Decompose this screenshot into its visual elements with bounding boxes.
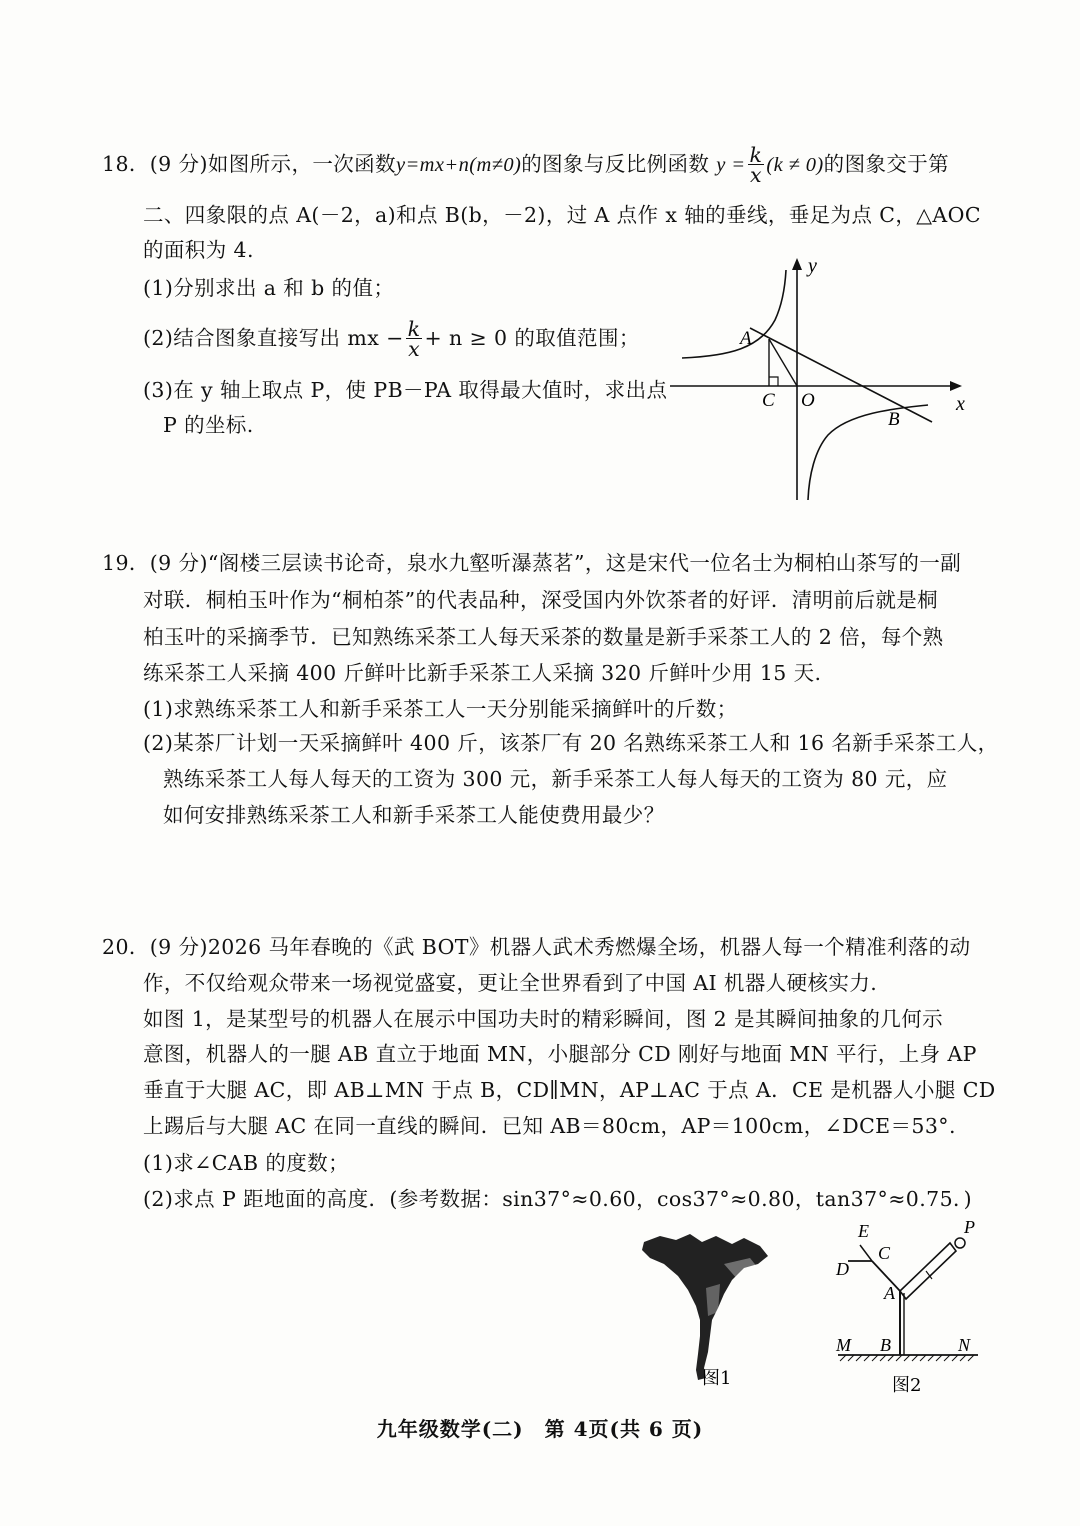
- q18-line3: 的面积为 4.: [143, 238, 254, 262]
- q18-stem-f: 的图象交于第: [823, 152, 950, 176]
- q18-line1: [102, 143, 950, 187]
- label-O: O: [801, 390, 815, 411]
- q18-sub2-fraction: [406, 317, 423, 361]
- q18-linear-fn: y=mx+n(m≠0): [395, 154, 522, 176]
- fig2-label-B: B: [880, 1335, 891, 1355]
- q18-sub1: (1)分别求出 a 和 b 的值；: [143, 276, 395, 300]
- robot-torso-detail: [706, 1284, 720, 1316]
- figure2-diagram: [830, 1215, 990, 1400]
- q19-sub2-l1: (2)某茶厂计划一天采摘鲜叶 400 斤，该茶厂有 20 名熟练采茶工人和 16 名新手采茶工人，: [143, 731, 999, 755]
- fig2-label-P: P: [964, 1217, 975, 1237]
- fig2-caption: 图2: [892, 1375, 922, 1396]
- segment-CE: [860, 1245, 872, 1261]
- q20-line5: 垂直于大腿 AC，即 AB⊥MN 于点 B，CD∥MN，AP⊥AC 于点 A．CE 是机器人小腿 CD: [143, 1078, 996, 1102]
- fig2-label-A: A: [884, 1283, 895, 1303]
- q18-fraction: [748, 143, 765, 187]
- upper-body-AP: [900, 1243, 956, 1299]
- q18-graph: [670, 250, 980, 505]
- q20-sub2: (2)求点 P 距地面的高度．(参考数据：sin37°≈0.60，cos37°≈0.80，tan37°≈0.75．): [143, 1187, 973, 1211]
- hyperbola-branch-upper: [682, 270, 786, 358]
- label-y: y: [808, 255, 817, 277]
- q18-inverse-y: y =: [716, 154, 746, 176]
- label-A: A: [740, 328, 752, 349]
- figure1-robot-photo: [640, 1228, 780, 1398]
- q18-sub3-a: (3)在 y 轴上取点 P，使 PB－PA 取得最大值时，求出点: [143, 378, 668, 402]
- robot-silhouette: [642, 1234, 768, 1380]
- q19-sub1: (1)求熟练采茶工人和新手采茶工人一天分别能采摘鲜叶的斤数；: [143, 697, 738, 721]
- q18-stem-a: 18．(9 分)如图所示，一次函数: [102, 152, 396, 176]
- page-footer: 九年级数学(二) 第 4页(共 6 页): [376, 1417, 704, 1441]
- q19-sub2-l3: 如何安排熟练采茶工人和新手采茶工人能使费用最少？: [163, 803, 665, 827]
- hyperbola-branch-lower: [808, 405, 928, 500]
- q18-sub2-a: (2)结合图象直接写出 mx −: [143, 326, 404, 350]
- linear-function-line: [750, 328, 932, 422]
- q19-line2: 对联．桐柏玉叶作为“桐柏茶”的代表品种，深受国内外饮茶者的好评．清明前后就是桐: [143, 588, 939, 612]
- y-axis-arrow: [792, 258, 802, 270]
- q20-line2: 作，不仅给观众带来一场视觉盛宴，更让全世界看到了中国 AI 机器人硬核实力.: [143, 971, 878, 995]
- label-x: x: [956, 393, 965, 415]
- q18-line2: 二、四象限的点 A(－2，a)和点 B(b，－2)，过 A 点作 x 轴的垂线，垂足为点 C，△AOC: [143, 203, 981, 227]
- q18-k-cond: (k ≠ 0): [766, 154, 824, 176]
- q18-frac-num: k: [749, 143, 763, 167]
- q18-sub2-b: + n ≥ 0 的取值范围；: [424, 326, 640, 350]
- q19-line3: 柏玉叶的采摘季节．已知熟练采茶工人每天采茶的数量是新手采茶工人的 2 倍，每个熟: [143, 625, 944, 649]
- q18-stem-c: 的图象与反比例函数: [521, 152, 710, 176]
- q19-line1: 19．(9 分)“阁楼三层读书论奇，泉水九壑听瀑蒸茗”，这是宋代一位名士为桐柏山茶写的一副: [102, 551, 962, 575]
- q20-sub1: (1)求∠CAB 的度数；: [143, 1151, 349, 1175]
- q20-line6: 上踢后与大腿 AC 在同一直线的瞬间．已知 AB＝80cm，AP＝100cm，∠DCE＝53°.: [143, 1114, 956, 1138]
- fig1-caption: 图1: [702, 1368, 732, 1389]
- segment-AO: [769, 339, 797, 386]
- q20-line3: 如图 1，是某型号的机器人在展示中国功夫时的精彩瞬间，图 2 是其瞬间抽象的几何示: [143, 1007, 944, 1031]
- q20-line1: 20．(9 分)2026 马年春晚的《武 BOT》机器人武术秀燃爆全场，机器人每一个精准利落的动: [102, 935, 971, 959]
- x-axis-arrow: [950, 381, 962, 391]
- fig2-label-C: C: [878, 1243, 891, 1263]
- fig2-label-M: M: [836, 1335, 851, 1355]
- fig2-label-N: N: [958, 1335, 971, 1355]
- q19-sub2-l2: 熟练采茶工人每人每天的工资为 300 元，新手采茶工人每人每天的工资为 80 元，应: [163, 767, 948, 791]
- right-angle-mark: [769, 377, 778, 386]
- fig2-label-E: E: [858, 1221, 869, 1241]
- ground-hatching: [840, 1355, 974, 1361]
- q20-line4: 意图，机器人的一腿 AB 直立于地面 MN，小腿部分 CD 刚好与地面 MN 平行，上身 AP: [143, 1042, 977, 1066]
- q18-frac-den: x: [749, 163, 762, 187]
- q18-sub2-den: x: [408, 337, 421, 361]
- q18-sub3-b: P 的坐标.: [163, 413, 254, 437]
- q19-line4: 练采茶工人采摘 400 斤鲜叶比新手采茶工人采摘 320 斤鲜叶少用 15 天.: [143, 661, 822, 685]
- q18-sub2: [143, 317, 640, 361]
- q18-sub2-num: k: [407, 317, 421, 341]
- label-B: B: [888, 409, 900, 430]
- label-C: C: [762, 390, 775, 411]
- head-P: [955, 1238, 965, 1248]
- fig2-label-D: D: [836, 1259, 849, 1279]
